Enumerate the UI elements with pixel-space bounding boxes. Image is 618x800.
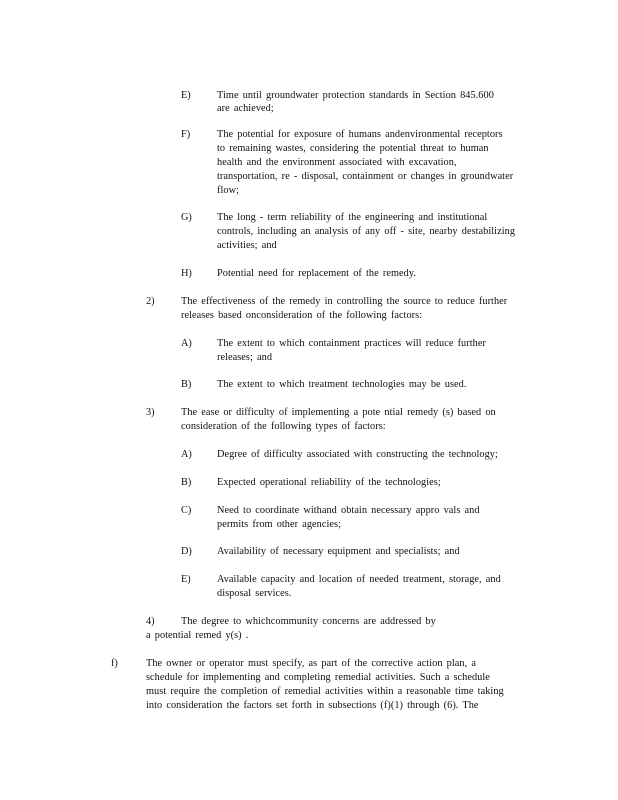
text-line: health and the environment associated with excavation,	[217, 157, 457, 168]
item-label-D: D)	[181, 546, 192, 557]
text-line: The degree to whichcommunity concerns are addressed by	[181, 616, 436, 627]
text-line: must require the completion of remedial activities within a reasonable time taking	[146, 686, 504, 697]
text-line: The potential for exposure of humans andenvironmental receptors	[217, 129, 503, 140]
text-line: controls, including an analysis of any off - site, nearby destabilizing	[217, 226, 516, 237]
item-label-3: 3)	[146, 407, 155, 418]
text-line: flow;	[217, 185, 239, 196]
text-line: Potential need for replacement of the remedy.	[217, 268, 416, 279]
item-label-2: 2)	[146, 296, 155, 307]
item-label-f: f)	[111, 658, 118, 669]
item-label-C: C)	[181, 505, 192, 516]
text-line: into consideration the factors set forth in subsections (f)(1) through (6). The	[146, 700, 479, 711]
text-line: disposal services.	[217, 588, 292, 599]
text-line: activities; and	[217, 240, 277, 251]
text-line: The extent to which treatment technologies may be used.	[217, 379, 467, 390]
text-line: Degree of difficulty associated with constructing the technology;	[217, 449, 498, 460]
text-line: transportation, re - disposal, containment or changes in groundwater	[217, 171, 514, 182]
item-label-A: A)	[181, 449, 192, 460]
item-label-4: 4)	[146, 616, 155, 627]
text-line: releases; and	[217, 352, 273, 363]
text-line: The extent to which containment practices will reduce further	[217, 338, 486, 349]
text-line: are achieved;	[217, 103, 274, 114]
item-label-E: E)	[181, 90, 191, 101]
text-line: Available capacity and location of needed treatment, storage, and	[217, 574, 501, 585]
text-line: The owner or operator must specify, as part of the corrective action plan, a	[146, 658, 476, 669]
text-line: schedule for implementing and completing remedial activities. Such a schedule	[146, 672, 490, 683]
item-label-F: F)	[181, 129, 191, 140]
item-label-B: B)	[181, 477, 192, 488]
item-label-E: E)	[181, 574, 191, 585]
item-label-A: A)	[181, 338, 192, 349]
text-line: The effectiveness of the remedy in controlling the source to reduce further	[181, 296, 508, 307]
text-line: Availability of necessary equipment and specialists; and	[217, 546, 460, 557]
text-line: permits from other agencies;	[217, 519, 341, 530]
item-label-G: G)	[181, 212, 192, 223]
item-label-H: H)	[181, 268, 192, 279]
text-line: releases based onconsideration of the following factors:	[181, 310, 423, 321]
text-line: The ease or difficulty of implementing a pote ntial remedy (s) based on	[181, 407, 496, 418]
text-line: to remaining wastes, considering the potential threat to human	[217, 143, 489, 154]
text-line: consideration of the following types of factors:	[181, 421, 386, 432]
text-line: Expected operational reliability of the technologies;	[217, 477, 441, 488]
text-line: Time until groundwater protection standards in Section 845.600	[217, 90, 494, 101]
text-line: Need to coordinate withand obtain necessary appro vals and	[217, 505, 480, 516]
item-label-B: B)	[181, 379, 192, 390]
text-line: a potential remed y(s) .	[146, 630, 249, 641]
text-line: The long - term reliability of the engineering and institutional	[217, 212, 488, 223]
